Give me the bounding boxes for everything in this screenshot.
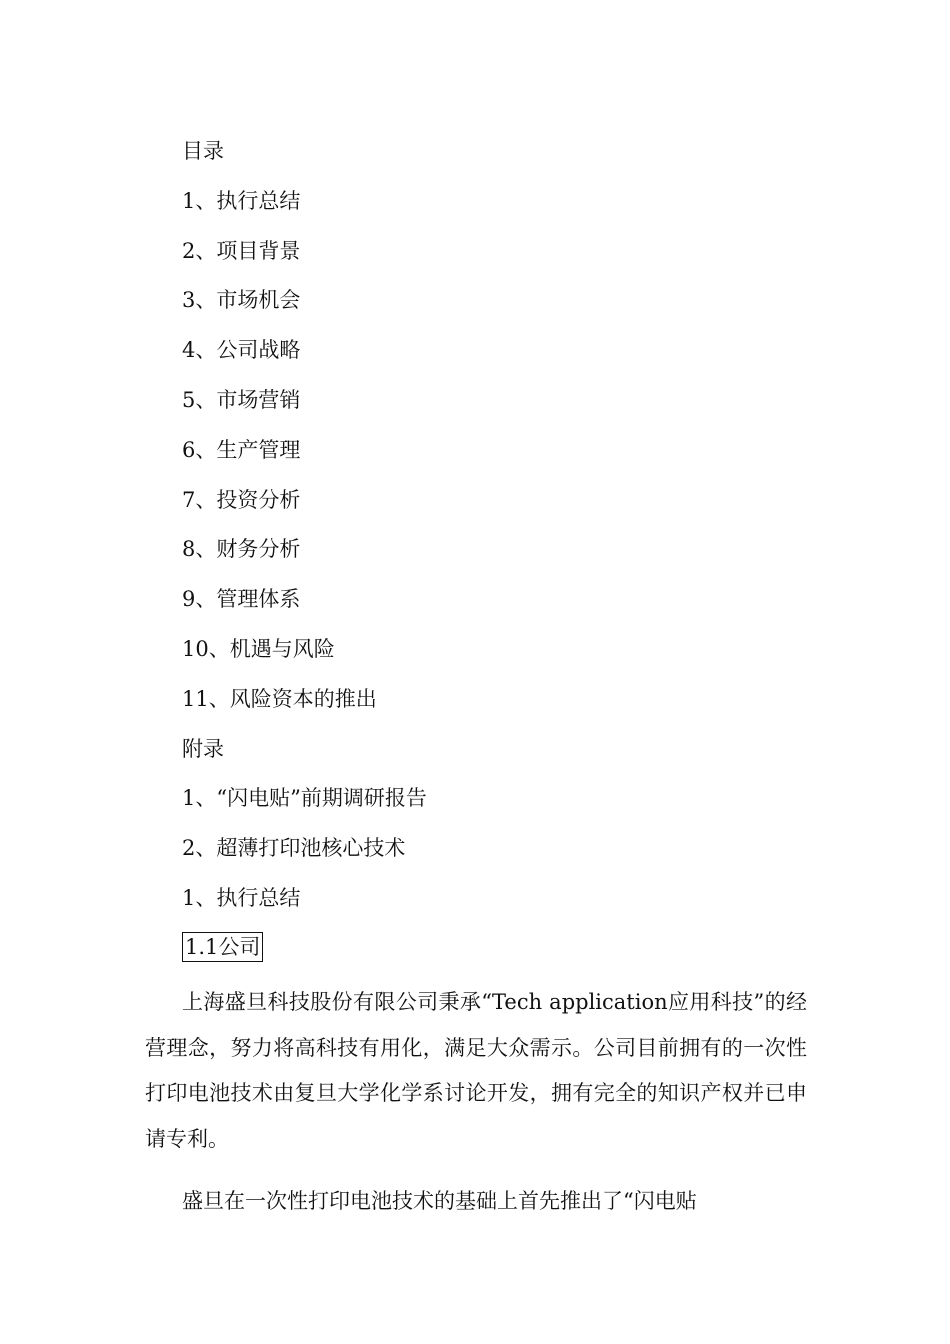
paragraph-2: 盛旦在一次性打印电池技术的基础上首先推出了“闪电贴 (182, 1189, 697, 1213)
toc-item-7: 7、投资分析 (182, 487, 301, 512)
section-subheading: 1.1公司 (182, 932, 263, 962)
section-heading: 1、执行总结 (182, 885, 301, 910)
appendix-item-1: 1、“闪电贴”前期调研报告 (182, 786, 427, 811)
toc-item-1: 1、执行总结 (182, 188, 301, 213)
toc-item-5: 5、市场营销 (182, 387, 301, 412)
toc-title: 目录 (182, 139, 224, 163)
toc-item-10: 10、机遇与风险 (182, 636, 335, 661)
toc-item-6: 6、生产管理 (182, 437, 301, 462)
table-of-contents (182, 136, 427, 933)
toc-item-8: 8、财务分析 (182, 537, 301, 562)
appendix-title: 附录 (182, 736, 224, 761)
appendix-item-2: 2、超薄打印池核心技术 (182, 836, 406, 861)
toc-item-11: 11、风险资本的推出 (182, 686, 377, 711)
toc-item-9: 9、管理体系 (182, 587, 301, 612)
body-text (145, 980, 807, 1242)
toc-item-4: 4、公司战略 (182, 338, 301, 363)
toc-item-2: 2、项目背景 (182, 238, 301, 263)
paragraph-1: 上海盛旦科技股份有限公司秉承“Tech application应用科技”的经营理念，努力将高科技有用化，满足大众需示。公司目前拥有的一次性打印电池技术由复旦大学化学系讨论开发，拥有完全的知识产权并已申请专利。 (145, 990, 807, 1151)
toc-item-3: 3、市场机会 (182, 288, 301, 313)
